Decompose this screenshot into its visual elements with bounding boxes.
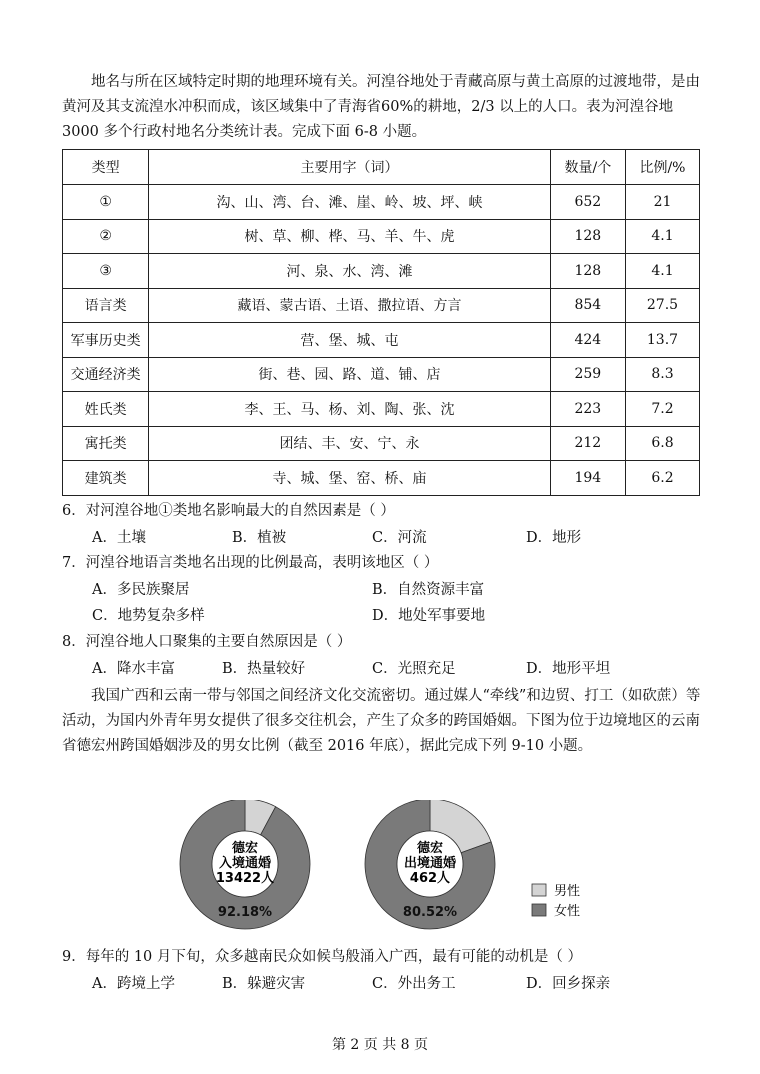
table-cell: 4.1 xyxy=(625,219,699,254)
pie-center-label: 出境通婚 xyxy=(403,856,457,871)
table-cell: 212 xyxy=(550,426,625,461)
table-cell: 6.2 xyxy=(625,461,699,496)
table-cell: 建筑类 xyxy=(63,461,149,496)
table-row xyxy=(63,426,700,461)
table-cell: 寺、城、堡、窑、桥、庙 xyxy=(149,461,550,496)
intro-paragraph-2: 我国广西和云南一带与邻国之间经济文化交流密切。通过媒人“牵线”和边贸、打工（如砍蔗）等活动，为国内外青年男女提供了很多交往机会，产生了众多的跨国婚姻。下图为位于边境地区的云南省德宏州跨国婚姻涉及的男女比例（截至 2016 年底），据此完成下列 9-10 小题。 xyxy=(62,688,701,754)
table-cell: 寓托类 xyxy=(63,426,149,461)
table-cell: 沟、山、湾、台、滩、崖、岭、坡、坪、峡 xyxy=(149,185,550,220)
table-cell: 军事历史类 xyxy=(63,323,149,358)
legend-label-female: 女性 xyxy=(554,904,581,919)
table-header: 类型 xyxy=(63,150,149,185)
table-cell: 4.1 xyxy=(625,254,699,289)
pie-center-label: 462人 xyxy=(409,871,451,886)
table-row xyxy=(63,288,700,323)
table-cell: 13.7 xyxy=(625,323,699,358)
table-cell: 27.5 xyxy=(625,288,699,323)
question-6: 6．对河湟谷地①类地名影响最大的自然因素是（ ） xyxy=(62,503,395,519)
table-cell: 21 xyxy=(625,185,699,220)
marriage-ratio-charts xyxy=(0,800,760,930)
chart-legend xyxy=(532,883,580,919)
q6-option-a: A．土壤 xyxy=(92,530,146,546)
table-row xyxy=(63,219,700,254)
table-cell: 7.2 xyxy=(625,392,699,427)
table-header-row xyxy=(63,150,700,185)
table-row xyxy=(63,357,700,392)
q8-option-a: A．降水丰富 xyxy=(92,661,175,677)
q9-option-b: B．躲避灾害 xyxy=(222,976,306,992)
table-cell: 团结、丰、安、宁、永 xyxy=(149,426,550,461)
table-cell: 128 xyxy=(550,254,625,289)
table-cell: 194 xyxy=(550,461,625,496)
q8-option-c: C．光照充足 xyxy=(372,661,456,677)
table-cell: 223 xyxy=(550,392,625,427)
table-row xyxy=(63,185,700,220)
pie-value-label: 92.18% xyxy=(217,905,273,920)
q9-option-d: D．回乡探亲 xyxy=(526,976,611,992)
legend-swatch-female xyxy=(532,904,546,916)
table-row xyxy=(63,254,700,289)
pie-center-label: 入境通婚 xyxy=(218,856,272,871)
question-7: 7．河湟谷地语言类地名出现的比例最高，表明该地区（ ） xyxy=(62,555,439,571)
pie-value-label: 80.52% xyxy=(402,905,458,920)
table-cell: ③ xyxy=(63,254,149,289)
pie-center-label: 德宏 xyxy=(231,841,259,856)
place-name-table xyxy=(62,149,700,496)
table-cell: 藏语、蒙古语、土语、撒拉语、方言 xyxy=(149,288,550,323)
table-cell: 854 xyxy=(550,288,625,323)
intro-paragraph-1: 地名与所在区域特定时期的地理环境有关。河湟谷地处于青藏高原与黄土高原的过渡地带，是由黄河及其支流湟水冲积而成，该区域集中了青海省60%的耕地，2/3 以上的人口。表为河湟谷地 3000 多个行政村地名分类统计表。完成下面 6-8 小题。 xyxy=(62,74,700,140)
table-cell: 街、巷、园、路、道、铺、店 xyxy=(149,357,550,392)
q6-option-d: D．地形 xyxy=(526,530,582,546)
table-cell: 交通经济类 xyxy=(63,357,149,392)
question-8: 8．河湟谷地人口聚集的主要自然原因是（ ） xyxy=(62,634,352,650)
pie-chart-inbound xyxy=(180,800,310,929)
q9-option-a: A．跨境上学 xyxy=(92,976,175,992)
table-row xyxy=(63,392,700,427)
table-cell: 语言类 xyxy=(63,288,149,323)
q7-option-c: C．地势复杂多样 xyxy=(92,608,205,624)
legend-label-male: 男性 xyxy=(554,884,581,899)
q8-option-b: B．热量较好 xyxy=(222,661,306,677)
table-cell: ① xyxy=(63,185,149,220)
table-header: 比例/% xyxy=(625,150,699,185)
pie-center-label: 德宏 xyxy=(416,841,444,856)
table-row xyxy=(63,461,700,496)
table-cell: 128 xyxy=(550,219,625,254)
table-row xyxy=(63,323,700,358)
table-cell: 营、堡、城、屯 xyxy=(149,323,550,358)
table-cell: 259 xyxy=(550,357,625,392)
table-cell: ② xyxy=(63,219,149,254)
q8-option-d: D．地形平坦 xyxy=(526,661,611,677)
table-cell: 姓氏类 xyxy=(63,392,149,427)
table-cell: 6.8 xyxy=(625,426,699,461)
page-footer: 第 2 页 共 8 页 xyxy=(331,1037,429,1053)
q7-option-b: B．自然资源丰富 xyxy=(372,582,485,598)
q9-option-c: C．外出务工 xyxy=(372,976,456,992)
q7-option-d: D．地处军事要地 xyxy=(372,608,486,624)
q6-option-b: B．植被 xyxy=(232,530,287,546)
pie-chart-outbound xyxy=(365,800,495,929)
pie-center-label: 13422人 xyxy=(215,871,275,886)
table-cell: 李、王、马、杨、刘、陶、张、沈 xyxy=(149,392,550,427)
table-header: 数量/个 xyxy=(550,150,625,185)
table-cell: 652 xyxy=(550,185,625,220)
table-cell: 树、草、柳、桦、马、羊、牛、虎 xyxy=(149,219,550,254)
legend-swatch-male xyxy=(532,884,546,896)
table-header: 主要用字（词） xyxy=(149,150,550,185)
table-cell: 424 xyxy=(550,323,625,358)
table-cell: 河、泉、水、湾、滩 xyxy=(149,254,550,289)
table-cell: 8.3 xyxy=(625,357,699,392)
q7-option-a: A．多民族聚居 xyxy=(92,582,190,598)
q6-option-c: C．河流 xyxy=(372,530,427,546)
question-9: 9．每年的 10 月下旬，众多越南民众如候鸟般涌入广西，最有可能的动机是（ ） xyxy=(62,949,583,965)
